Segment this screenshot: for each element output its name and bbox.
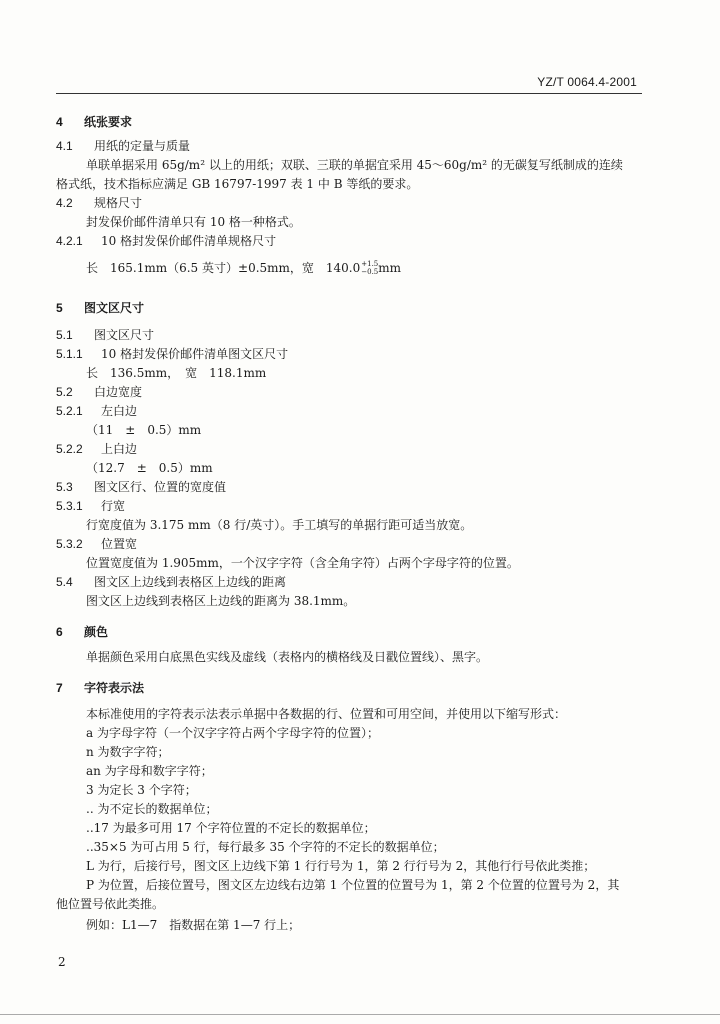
page-number: 2 — [58, 955, 66, 969]
footer-rule — [0, 1014, 720, 1015]
section-4-2-heading: 4.2 规格尺寸 — [56, 196, 143, 210]
section-5-4-heading: 5.4 图文区上边线到表格区上边线的距离 — [56, 575, 287, 589]
section-4-2-1-heading: 4.2.1 10 格封发保价邮件清单规格尺寸 — [56, 234, 277, 248]
section-7-line-continuation: 他位置号依此类推。 — [56, 897, 165, 911]
section-5-heading: 5 图文区尺寸 — [56, 301, 145, 315]
section-7-line: ..35×5 为可占用 5 行，每行最多 35 个字符的不定长的数据单位； — [86, 840, 445, 854]
section-7-line: P 为位置，后接位置号，图文区左边线右边第 1 个位置的位置号为 1，第 2 个位置的位置号为 2，其 — [86, 878, 620, 892]
standard-code-header: YZ/T 0064.4-2001 — [537, 75, 637, 89]
section-6-heading: 6 颜色 — [56, 625, 109, 639]
section-5-2-2-para: （12.7 ± 0.5）mm — [86, 461, 213, 475]
section-4-2-1-dimensions: 长 165.1mm（6.5 英寸）±0.5mm，宽 140.0 +1.5 −0.5 mm — [86, 259, 402, 276]
section-7-heading: 7 字符表示法 — [56, 681, 145, 695]
section-5-3-2-para: 位置宽度值为 1.905mm，一个汉字字符（含全角字符）占两个字母字符的位置。 — [86, 556, 519, 570]
tolerance: +1.5 −0.5 — [361, 259, 379, 276]
section-7-line: n 为数字字符； — [86, 745, 170, 759]
section-4-1-heading: 4.1 用纸的定量与质量 — [56, 139, 191, 153]
section-7-line: 本标准使用的字符表示法表示单据中各数据的行、位置和可用空间，并使用以下缩写形式： — [86, 707, 567, 721]
section-4-2-para: 封发保价邮件清单只有 10 格一种格式。 — [86, 215, 301, 229]
header-rule — [56, 93, 642, 94]
section-7-line: 3 为定长 3 个字符； — [86, 783, 197, 797]
section-7-line: an 为字母和数字字符； — [86, 764, 213, 778]
section-7-line: .. 为不定长的数据单位； — [86, 802, 218, 816]
section-5-2-2-heading: 5.2.2 上白边 — [56, 442, 138, 456]
section-4-heading: 4 纸张要求 — [56, 115, 133, 129]
section-5-3-2-heading: 5.3.2 位置宽 — [56, 537, 138, 551]
section-4-1-para-line-2: 格式纸，技术指标应满足 GB 16797-1997 表 1 中 B 等纸的要求。 — [56, 177, 419, 191]
section-7-line: a 为字母字符（一个汉字字符占两个字母字符的位置）； — [86, 726, 379, 740]
section-5-4-para: 图文区上边线到表格区上边线的距离为 38.1mm。 — [86, 594, 356, 608]
section-7-example: 例如：L1—7 指数据在第 1—7 行上； — [86, 918, 301, 932]
section-5-2-heading: 5.2 白边宽度 — [56, 385, 143, 399]
section-5-1-heading: 5.1 图文区尺寸 — [56, 328, 155, 342]
section-5-3-1-heading: 5.3.1 行宽 — [56, 499, 126, 513]
section-5-3-heading: 5.3 图文区行、位置的宽度值 — [56, 480, 227, 494]
section-7-line: ..17 为最多可用 17 个字符位置的不定长的数据单位； — [86, 821, 376, 835]
section-5-2-1-para: （11 ± 0.5）mm — [86, 423, 202, 437]
section-7-line: L 为行，后接行号，图文区上边线下第 1 行行号为 1，第 2 行行号为 2，其他行行号依此类推； — [86, 859, 596, 873]
section-6-para: 单据颜色采用白底黑色实线及虚线（表格内的横格线及日戳位置线）、黑字。 — [86, 650, 489, 664]
section-5-1-1-para: 长 136.5mm， 宽 118.1mm — [86, 366, 267, 380]
section-5-2-1-heading: 5.2.1 左白边 — [56, 404, 138, 418]
section-5-1-1-heading: 5.1.1 10 格封发保价邮件清单图文区尺寸 — [56, 347, 289, 361]
section-4-1-para-line-1: 单联单据采用 65g/m² 以上的用纸；双联、三联的单据宜采用 45～60g/m² 的无碳复写纸制成的连续 — [86, 158, 623, 172]
section-5-3-1-para: 行宽度值为 3.175 mm（8 行/英寸）。手工填写的单据行距可适当放宽。 — [86, 518, 473, 532]
